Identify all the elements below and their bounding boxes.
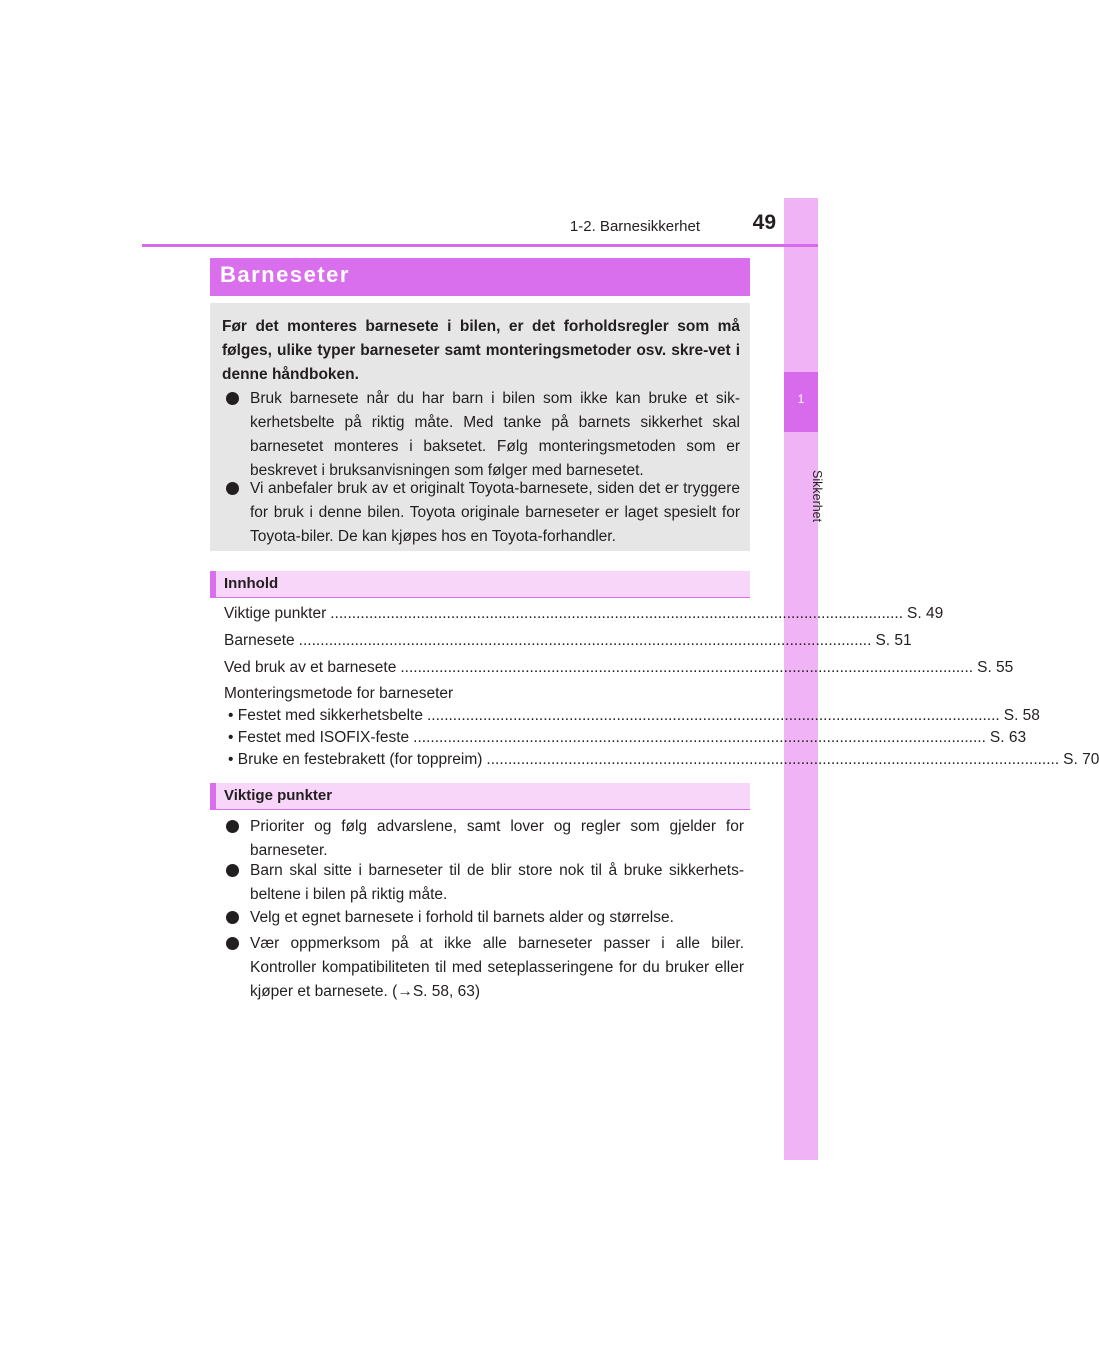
side-tab (784, 198, 818, 1160)
intro-bullet (222, 387, 740, 483)
toc-page: S. 49 (907, 605, 944, 622)
toc-item[interactable] (224, 658, 1014, 678)
page-number: 49 (752, 211, 776, 234)
toc-leader: ..................................................................................................................................... (330, 605, 904, 622)
key-point (222, 859, 744, 907)
toc-subitem[interactable] (228, 728, 1027, 748)
bullet-icon (226, 820, 239, 833)
toc-leader: ..................................................................................................................................... (426, 707, 1000, 724)
toc-subitem[interactable] (228, 750, 1099, 770)
toc-label: • Festet med sikkerhetsbelte (228, 707, 423, 724)
toc-page: S. 51 (875, 632, 912, 649)
toc-label: Barnesete (224, 632, 295, 649)
toc-label: • Bruke en festebrakett (for toppreim) (228, 751, 483, 768)
toc-subitem[interactable] (228, 706, 1040, 726)
key-point (222, 906, 744, 930)
intro-bullet-text: Vi anbefaler bruk av et originalt Toyota-barnesete, siden det er tryggere for bruk i denne bilen. Toyota originale barneseter er laget spesielt for Toyota-biler. De kan kjøpes hos en Toyota-forhandler. (250, 480, 740, 545)
bullet-icon (226, 864, 239, 877)
intro-lead: Før det monteres barnesete i bilen, er det forholdsregler som må følges, ulike typer barneseter samt monteringsmetoder osv. skre-vet i denne håndboken. (222, 318, 740, 383)
toc-item[interactable] (224, 631, 912, 651)
key-points-heading-underline (210, 809, 750, 810)
section-title: 1-2. Barnesikkerhet (569, 218, 700, 235)
toc-page: S. 63 (989, 729, 1027, 746)
bullet-icon (226, 392, 239, 405)
intro-bullet-text: Bruk barnesete når du har barn i bilen som ikke kan bruke et sik-kerhetsbelte på riktig måte. Med tanke på barnets sikkerhet skal barnesetet monteres i baksetet. Følg monteringsmetoden som er beskrevet i bruksanvisningen som følger med barnesetet. (250, 390, 740, 479)
key-point (222, 815, 744, 863)
key-points-heading-bar (210, 783, 216, 809)
contents-heading-bar (210, 571, 216, 597)
contents-heading-bg (210, 571, 750, 597)
toc-item[interactable] (224, 604, 944, 624)
chapter-label: Sikkerhet (810, 470, 824, 523)
toc-label: Viktige punkter (224, 605, 327, 622)
toc-leader: ..................................................................................................................................... (400, 659, 974, 676)
key-point-text: Barn skal sitte i barneseter til de blir store nok til å bruke sikkerhets-beltene i bilen på riktig måte. (250, 862, 744, 903)
bullet-icon (226, 937, 239, 950)
toc-group-label: Monteringsmetode for barneseter (224, 685, 454, 702)
toc-label: Ved bruk av et barnesete (224, 659, 397, 676)
page-title: Barneseter (220, 262, 350, 287)
bullet-icon (226, 482, 239, 495)
chapter-number: 1 (797, 392, 805, 406)
toc-leader: ..................................................................................................................................... (486, 751, 1060, 768)
contents-heading: Innhold (224, 575, 279, 592)
contents-heading-underline (210, 597, 750, 598)
header-divider (142, 244, 818, 247)
key-point-text: Velg et egnet barnesete i forhold til barnets alder og størrelse. (250, 909, 674, 926)
toc-leader: ..................................................................................................................................... (298, 632, 872, 649)
bullet-icon (226, 911, 239, 924)
toc-page: S. 58 (1003, 707, 1040, 724)
key-point (222, 932, 744, 1004)
toc-page: S. 70 (1063, 751, 1099, 768)
key-point-text: Vær oppmerksom på at ikke alle barneseter passer i alle biler. Kontroller kompatibiliteten til med seteplasseringene for du bruker eller kjøper et barnesete. (→S. 58, 63) (250, 935, 744, 1000)
toc-page: S. 55 (977, 659, 1014, 676)
toc-label: • Festet med ISOFIX-feste (228, 729, 410, 746)
toc-leader: ..................................................................................................................................... (413, 729, 986, 746)
key-point-text: Prioriter og følg advarslene, samt lover og regler som gjelder for barneseter. (250, 818, 744, 859)
intro-bullet (222, 477, 740, 549)
key-points-heading: Viktige punkter (224, 787, 333, 804)
